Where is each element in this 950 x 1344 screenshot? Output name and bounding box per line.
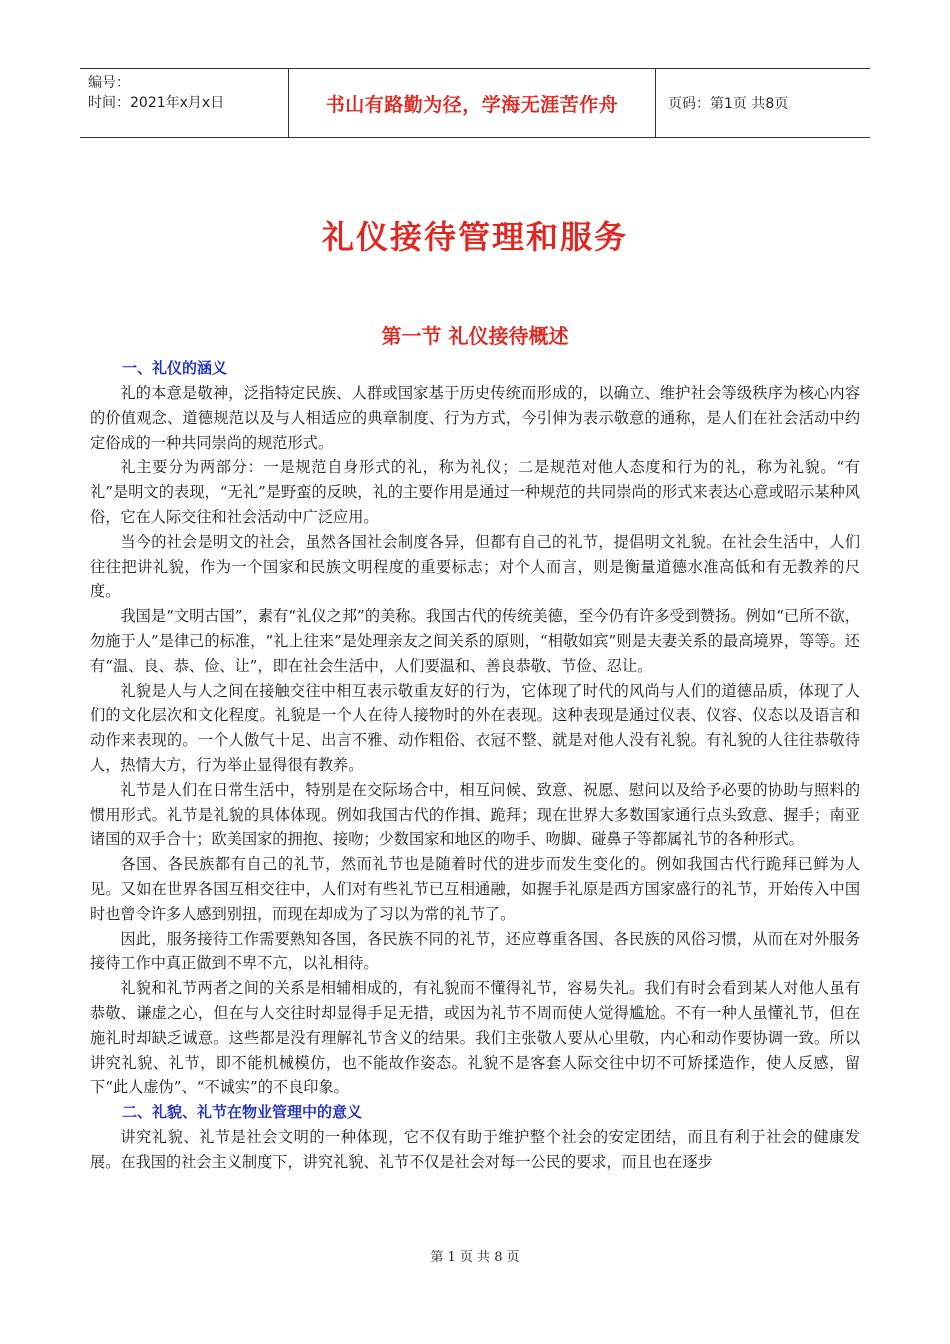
header-table (80, 68, 870, 138)
section-title: 第一节 礼仪接待概述 (381, 324, 569, 348)
subheading-2: 二、礼貌、礼节在物业管理中的意义 (122, 1103, 363, 1122)
document-time-label: 时间：2021年x月x日 (88, 95, 225, 111)
page-footer: 第 1 页 共 8 页 (430, 1250, 520, 1265)
paragraph: 因此，服务接待工作需要熟知各国，各民族不同的礼节，还应尊重各国、各民族的风俗习惯，从而在对外服务接待工作中真正做到不卑不亢，以礼相待。 (90, 929, 860, 973)
header-left-cell (80, 69, 288, 137)
paragraph: 当今的社会是明文的社会，虽然各国社会制度各异，但都有自己的礼节，提倡明文礼貌。在社会生活中，人们往往把讲礼貌，作为一个国家和民族文明程度的重要标志；对个人而言，则是衡量道德水准高低和有无教养的尺度。 (90, 532, 860, 601)
document-number-label: 编号： (88, 75, 130, 91)
paragraph: 礼貌和礼节两者之间的关系是相辅相成的，有礼貌而不懂得礼节，容易失礼。我们有时会看到某人对他人虽有恭敬、谦虚之心，但在与人交往时却显得手足无措，或因为礼节不周而使人觉得尴尬。不有一种人虽懂礼节，但在施礼时却缺乏诚意。这些都是没有理解礼节含义的结果。我们主张敬人要从心里敬，内心和动作要协调一致。所以讲究礼貌、礼节，即不能机械模仿，也不能故作姿态。礼貌不是客套人际交往中切不可矫揉造作，使人反感，留下“此人虚伪”、“不诚实”的不良印象。 (90, 979, 860, 1097)
paragraph: 礼主要分为两部分：一是规范自身形式的礼，称为礼仪；二是规范对他人态度和行为的礼，称为礼貌。“有礼”是明文的表现，“无礼”是野蛮的反映，礼的主要作用是通过一种规范的共同崇尚的形式来表达心意或昭示某种风俗，它在人际交往和社会活动中广泛应用。 (90, 458, 860, 526)
paragraph: 讲究礼貌、礼节是社会文明的一种体现，它不仅有助于维护整个社会的安定团结，而且有利于社会的健康发展。在我国的社会主义制度下，讲究礼貌、礼节不仅是社会对每一公民的要求，而且也在逐步 (90, 1128, 860, 1171)
header-page-cell (656, 69, 870, 137)
header-page-info: 页码：第1页 共8页 (668, 96, 789, 112)
paragraph: 礼貌是人与人之间在接触交往中相互表示敬重友好的行为，它体现了时代的风尚与人们的道德品质，体现了人们的文化层次和文化程度。礼貌是一个人在待人接物时的外在表现。这种表现是通过仪表、仪容、仪态以及语言和动作来表现的。一个人傲气十足、出言不雅、动作粗俗、衣冠不整、就是对他人没有礼貌。有礼貌的人往往恭敬待人，热情大方，行为举止显得很有教养。 (90, 681, 860, 774)
paragraph: 礼的本意是敬神，泛指特定民族、人群或国家基于历史传统而形成的，以确立、维护社会等级秩序为核心内容的价值观念、道德规范以及与人相适应的典章制度、行为方式，今引伸为表示敬意的通称，是人们在社会活动中约定俗成的一种共同崇尚的规范形式。 (90, 384, 860, 452)
paragraph: 礼节是人们在日常生活中，特别是在交际场合中，相互问候、致意、祝愿、慰问以及给予必要的协助与照料的惯用形式。礼节是礼貌的具体体现。例如我国古代的作揖、跪拜；现在世界大多数国家通行点头致意、握手；南亚诸国的双手合十；欧美国家的拥抱、接吻；少数国家和地区的吻手、吻脚、碰鼻子等都属礼节的各种形式。 (90, 780, 860, 849)
subheading-1: 一、礼仪的涵义 (122, 359, 228, 377)
document-body (90, 356, 860, 1175)
header-motto-cell (288, 69, 656, 137)
paragraph: 各国、各民族都有自己的礼节，然而礼节也是随着时代的进步而发生变化的。例如我国古代行跪拜已鲜为人见。又如在世界各国互相交往中，人们对有些礼节已互相通融，如握手礼原是西方国家盛行的礼节，开始传入中国时也曾令许多人感到别扭，而现在却成为了习以为常的礼节了。 (90, 855, 860, 923)
header-motto: 书山有路勤为径，学海无涯苦作舟 (325, 93, 619, 116)
document-title: 礼仪接待管理和服务 (321, 218, 628, 256)
paragraph: 我国是“文明古国”，素有“礼仪之邦”的美称。我国古代的传统美德，至今仍有许多受到赞扬。例如“已所不欲，勿施于人”是律己的标准，“礼上往来”是处理亲友之间关系的原则，“相敬如宾”则是夫妻关系的最高境界，等等。还有“温、良、恭、俭、让”，即在社会生活中，人们要温和、善良恭敬、节俭、忍让。 (90, 607, 860, 675)
